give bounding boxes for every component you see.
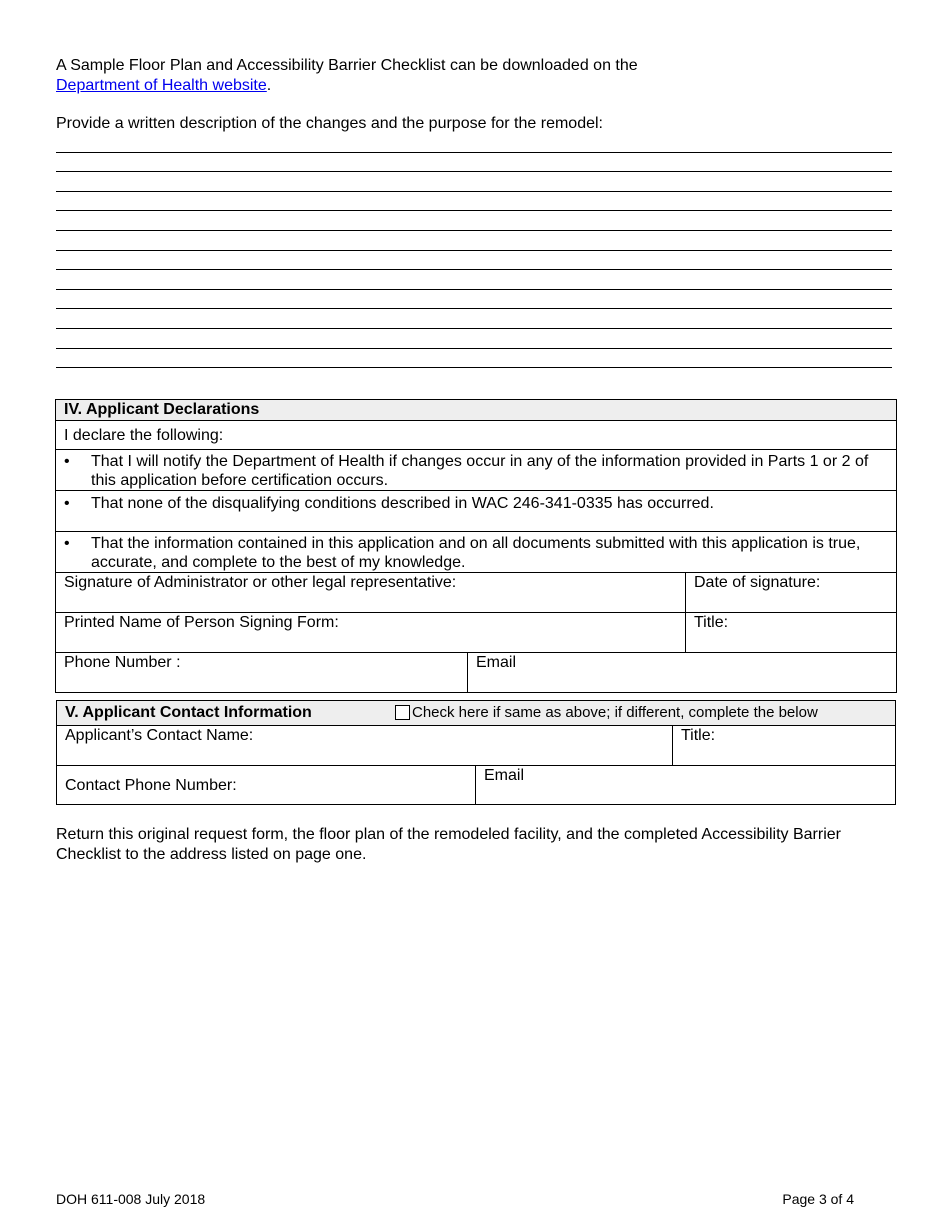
- printed-name-field[interactable]: [56, 613, 686, 653]
- contact-title-field[interactable]: [673, 726, 896, 766]
- contact-name-label: Applicant’s Contact Name:: [65, 727, 254, 744]
- declaration-text: That the information contained in this application and on all documents submitted with this application is true, accurate, and complete to the best of my knowledge.: [91, 535, 861, 571]
- description-line[interactable]: [56, 349, 892, 369]
- contact-phone-label: Contact Phone Number:: [65, 777, 237, 794]
- same-as-above-checkbox[interactable]: [395, 705, 410, 720]
- bullet-icon: •: [64, 453, 70, 470]
- section-4-title: IV. Applicant Declarations: [56, 400, 897, 421]
- phone-number-field[interactable]: [56, 653, 468, 693]
- description-line[interactable]: [56, 329, 892, 349]
- applicant-declarations-table: [55, 399, 897, 693]
- same-as-above-label: Check here if same as above; if different, complete the below: [412, 704, 818, 721]
- contact-phone-field[interactable]: [57, 766, 476, 805]
- email-field[interactable]: [468, 653, 897, 693]
- intro-period: .: [266, 77, 272, 94]
- description-line[interactable]: [56, 231, 892, 251]
- description-prompt: Provide a written description of the changes and the purpose for the remodel:: [56, 115, 603, 132]
- section-5-header: [57, 701, 896, 726]
- description-line[interactable]: [56, 290, 892, 310]
- description-line[interactable]: [56, 192, 892, 212]
- declaration-text: That none of the disqualifying conditions described in WAC 246-341-0335 has occurred.: [91, 495, 714, 512]
- page-number: Page 3 of 4: [782, 1191, 854, 1207]
- intro-text: A Sample Floor Plan and Accessibility Barrier Checklist can be downloaded on the: [56, 57, 638, 74]
- date-of-signature-label: Date of signature:: [694, 574, 821, 591]
- declaration-item: [56, 532, 897, 573]
- date-of-signature-field[interactable]: [686, 573, 897, 613]
- bullet-icon: •: [64, 495, 70, 512]
- email-label: Email: [476, 654, 517, 671]
- description-line[interactable]: [56, 270, 892, 290]
- phone-number-label: Phone Number :: [64, 654, 181, 671]
- signature-label: Signature of Administrator or other legal representative:: [64, 574, 457, 591]
- signer-title-field[interactable]: [686, 613, 897, 653]
- section-5-title: V. Applicant Contact Information: [65, 704, 312, 721]
- printed-name-label: Printed Name of Person Signing Form:: [64, 614, 339, 631]
- signature-field[interactable]: [56, 573, 686, 613]
- applicant-contact-table: [56, 700, 896, 805]
- bullet-icon: •: [64, 535, 70, 552]
- description-line[interactable]: [56, 251, 892, 271]
- doh-website-link[interactable]: Department of Health website: [56, 77, 267, 94]
- contact-name-field[interactable]: [57, 726, 673, 766]
- description-line[interactable]: [56, 153, 892, 173]
- declaration-text: That I will notify the Department of Health if changes occur in any of the information provided in Parts 1 or 2 of this application before certification occurs.: [91, 453, 869, 489]
- description-line[interactable]: [56, 211, 892, 231]
- form-id: DOH 611-008 July 2018: [56, 1191, 206, 1207]
- contact-title-label: Title:: [681, 727, 716, 744]
- contact-email-label: Email: [484, 767, 525, 784]
- return-instructions: Return this original request form, the floor plan of the remodeled facility, and the completed Accessibility Barrier Checklist to the address listed on page one.: [56, 826, 841, 863]
- description-lines[interactable]: [56, 133, 892, 368]
- intro-paragraph: [56, 56, 638, 96]
- contact-email-field[interactable]: [476, 766, 896, 805]
- description-line[interactable]: [56, 133, 892, 153]
- signer-title-label: Title:: [694, 614, 729, 631]
- description-line[interactable]: [56, 309, 892, 329]
- description-line[interactable]: [56, 172, 892, 192]
- declaration-item: [56, 491, 897, 532]
- declaration-item: [56, 450, 897, 491]
- declare-intro: I declare the following:: [56, 421, 897, 450]
